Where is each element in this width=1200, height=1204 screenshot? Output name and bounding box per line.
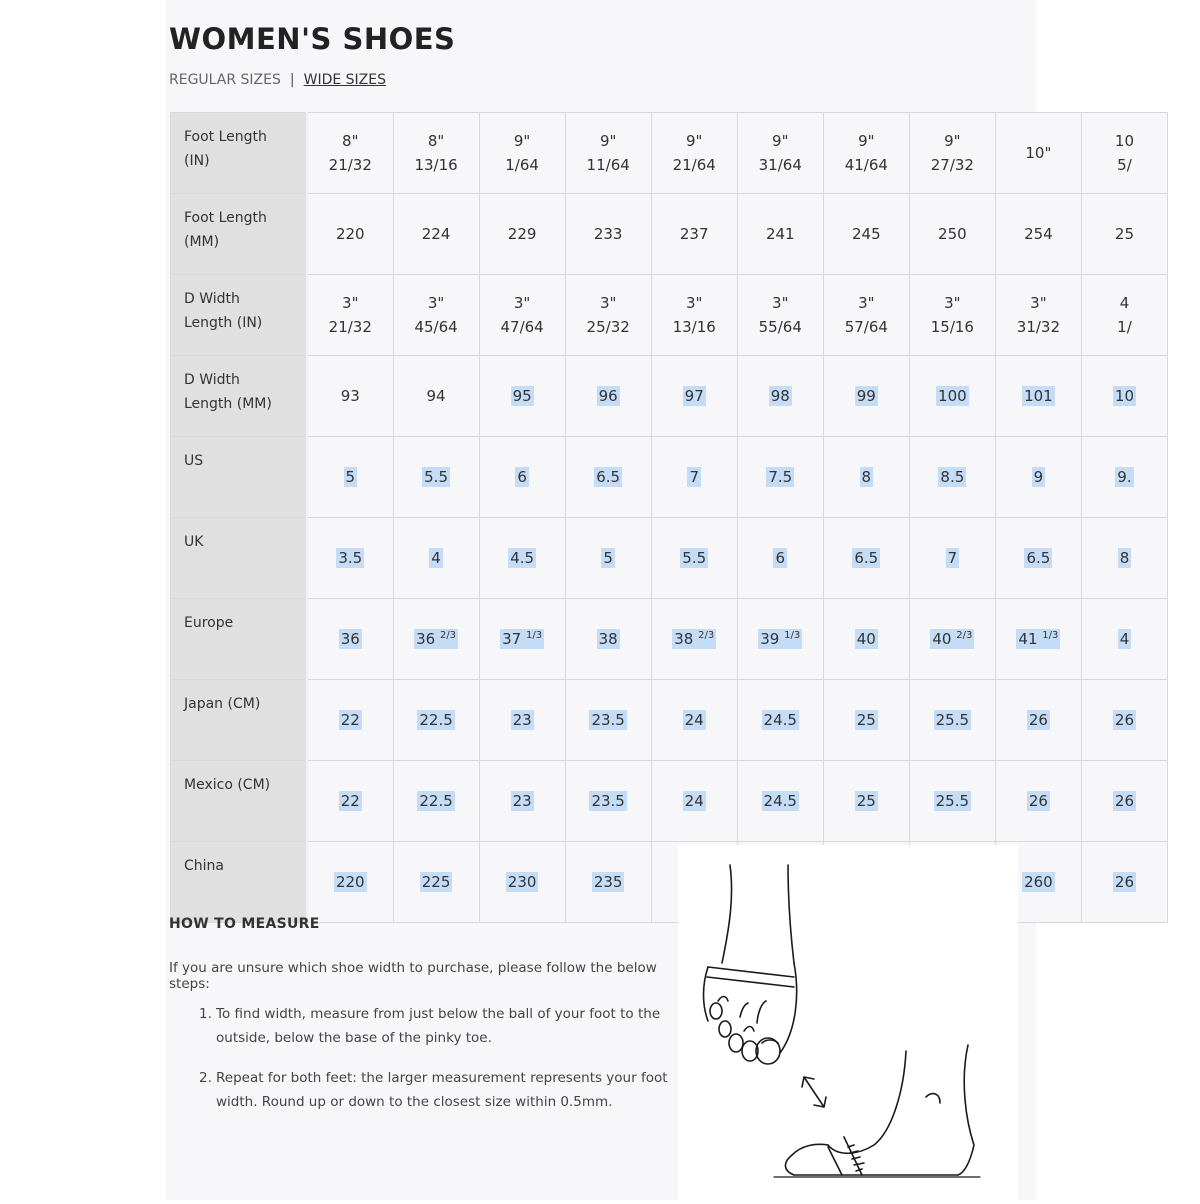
cell-value-whole: 41 [1018, 630, 1038, 648]
cell-value [824, 129, 909, 177]
cell-value: 96 [598, 387, 618, 405]
cell-value-whole: 38 [674, 630, 694, 648]
cell-value [738, 291, 823, 339]
table-row [171, 356, 1168, 437]
table-cell [479, 680, 565, 761]
cell-value: 25.5 [935, 792, 970, 810]
table-cell [737, 518, 823, 599]
table-cell [307, 194, 393, 275]
cell-value: 245 [851, 225, 881, 243]
cell-value: 6 [517, 468, 527, 486]
table-cell [1081, 275, 1167, 356]
table-cell [995, 599, 1081, 680]
table-cell [651, 437, 737, 518]
table-cell [479, 194, 565, 275]
row-label [171, 356, 308, 437]
cell-value-fraction: 2/3 [439, 630, 457, 641]
cell-value [1082, 291, 1167, 339]
row-label-line: UK [184, 534, 204, 550]
table-cell [479, 356, 565, 437]
cell-value: 24.5 [763, 792, 797, 810]
table-cell [1081, 599, 1167, 680]
table-cell [479, 113, 565, 194]
table-cell [737, 275, 823, 356]
table-cell [479, 518, 565, 599]
step-number: 1. [199, 1006, 212, 1022]
cell-value: 229 [507, 225, 537, 243]
table-cell [909, 113, 995, 194]
cell-value: 23.5 [591, 711, 625, 729]
cell-value: 22 [340, 711, 360, 729]
table-cell [393, 437, 479, 518]
cell-value [500, 629, 544, 649]
cell-value: 254 [1024, 225, 1053, 243]
table-cell [995, 113, 1081, 194]
table-cell [737, 680, 823, 761]
cell-value-line: 25/32 [586, 318, 630, 336]
cell-value-whole: 36 [340, 630, 360, 648]
cell-value-line: 10 [1114, 132, 1134, 150]
step-text: To find width, measure from just below the ball of your foot to the outside, below the base of the pinky toe. [216, 1006, 661, 1046]
cell-value: 237 [679, 225, 709, 243]
cell-value-line: 3" [342, 294, 359, 312]
row-label-line: Foot Length [184, 129, 267, 145]
cell-value-line: 31/32 [1016, 318, 1061, 336]
cell-value: 94 [426, 387, 446, 405]
table-cell [565, 518, 651, 599]
table-row [171, 194, 1168, 275]
cell-value-whole: 37 [502, 630, 522, 648]
cell-value [672, 629, 716, 649]
table-row [171, 275, 1168, 356]
table-cell [823, 437, 909, 518]
table-cell [737, 437, 823, 518]
table-cell [307, 437, 393, 518]
cell-value: 22.5 [419, 792, 453, 810]
cell-value: 224 [421, 225, 451, 243]
cell-value-line: 3" [685, 294, 703, 312]
cell-value-line: 8" [342, 132, 359, 150]
cell-value: 230 [507, 873, 537, 891]
cell-value [930, 629, 974, 649]
row-label [171, 275, 308, 356]
row-label-line: Mexico (CM) [184, 777, 271, 793]
cell-value [996, 141, 1081, 165]
cell-value: 23 [512, 711, 532, 729]
cell-value [855, 629, 878, 649]
cell-value: 23.5 [591, 792, 625, 810]
cell-value: 4 [431, 549, 441, 567]
cell-value-line: 3" [513, 294, 531, 312]
table-cell [651, 599, 737, 680]
cell-value: 6.5 [596, 468, 621, 486]
cell-value-line: 3" [858, 294, 875, 312]
table-cell [1081, 842, 1167, 923]
cell-value-line: 3" [772, 294, 789, 312]
cell-value: 8 [1119, 549, 1130, 567]
table-cell [651, 275, 737, 356]
table-cell [307, 761, 393, 842]
row-label [171, 437, 308, 518]
how-to-measure-intro: If you are unsure which shoe width to purchase, please follow the below steps: [169, 960, 657, 992]
table-cell [909, 761, 995, 842]
cell-value: 4.5 [510, 549, 535, 567]
cell-value [738, 129, 823, 177]
row-label-line: D Width [184, 291, 240, 307]
cell-value [480, 291, 565, 339]
table-cell [393, 275, 479, 356]
row-label-line: Length (IN) [184, 315, 263, 331]
cell-value-line: 9" [599, 132, 617, 150]
cell-value [308, 129, 393, 177]
step-text: Repeat for both feet: the larger measurement represents your foot width. Round up or down to the closest size within 0.5mm. [216, 1070, 668, 1110]
cell-value-whole: 4 [1119, 630, 1130, 648]
table-cell [737, 761, 823, 842]
cell-value [597, 629, 620, 649]
row-label [171, 599, 308, 680]
cell-value-whole: 40 [856, 630, 876, 648]
table-cell [565, 437, 651, 518]
row-label-line: D Width [184, 372, 240, 388]
cell-value: 233 [593, 225, 623, 243]
cell-value: 260 [1024, 873, 1053, 891]
cell-value: 95 [512, 387, 532, 405]
tab-wide-sizes[interactable]: WIDE SIZES [303, 72, 386, 88]
cell-value: 26 [1114, 792, 1134, 810]
cell-value: 5.5 [424, 468, 448, 486]
table-cell [1081, 680, 1167, 761]
cell-value: 5 [603, 549, 613, 567]
table-cell [393, 194, 479, 275]
table-cell [909, 599, 995, 680]
table-cell [393, 599, 479, 680]
table-cell [651, 761, 737, 842]
table-cell [1081, 113, 1167, 194]
cell-value: 5 [345, 468, 356, 486]
row-label-line: (MM) [184, 234, 220, 250]
cell-value: 97 [684, 387, 704, 405]
cell-value [1118, 629, 1132, 649]
cell-value: 93 [340, 387, 360, 405]
table-cell [479, 599, 565, 680]
step-item [199, 1066, 674, 1114]
table-cell [565, 599, 651, 680]
table-cell [823, 194, 909, 275]
row-label-line: Europe [184, 615, 234, 631]
cell-value [652, 129, 737, 177]
row-label [171, 842, 308, 923]
cell-value: 25 [856, 792, 876, 810]
step-item [199, 1002, 674, 1050]
row-label-line: Japan (CM) [184, 696, 261, 712]
table-cell [393, 842, 479, 923]
row-label-line: China [184, 858, 224, 874]
cell-value: 7 [689, 468, 699, 486]
cell-value-whole: 36 [416, 630, 436, 648]
cell-value-line: 8" [427, 132, 445, 150]
table-cell [479, 761, 565, 842]
cell-value: 99 [856, 387, 876, 405]
table-cell [995, 275, 1081, 356]
row-label [171, 194, 308, 275]
page-title: WOMEN'S SHOES [169, 22, 456, 56]
table-cell [651, 680, 737, 761]
cell-value-fraction: 1/3 [784, 630, 801, 641]
cell-value-whole: 38 [598, 630, 618, 648]
row-label [171, 761, 308, 842]
cell-value-line: 4 [1119, 294, 1130, 312]
table-cell [823, 518, 909, 599]
cell-value [339, 629, 362, 649]
cell-value-line: 31/64 [758, 156, 802, 174]
cell-value-line: 21/64 [672, 156, 716, 174]
cell-value-line: 11/64 [586, 156, 630, 174]
table-cell [565, 275, 651, 356]
table-row [171, 518, 1168, 599]
cell-value-line: 9" [858, 132, 875, 150]
cell-value: 9 [1033, 468, 1044, 486]
table-cell [307, 842, 393, 923]
row-label [171, 680, 308, 761]
cell-value: 100 [938, 387, 967, 405]
size-table [170, 112, 1168, 923]
table-cell [565, 113, 651, 194]
cell-value [394, 291, 479, 339]
cell-value [652, 291, 737, 339]
table-cell [1081, 761, 1167, 842]
cell-value-line: 3" [1030, 294, 1047, 312]
table-cell [823, 599, 909, 680]
table-cell [909, 194, 995, 275]
cell-value-line: 9" [944, 132, 961, 150]
table-cell [393, 518, 479, 599]
cell-value-line: 45/64 [414, 318, 458, 336]
cell-value: 24.5 [763, 711, 797, 729]
cell-value: 26 [1028, 711, 1048, 729]
table-cell [995, 761, 1081, 842]
table-cell [651, 518, 737, 599]
cell-value: 22.5 [419, 711, 453, 729]
cell-value-whole: 40 [932, 630, 952, 648]
cell-value: 220 [335, 225, 365, 243]
table-cell [995, 356, 1081, 437]
cell-value: 24 [684, 711, 704, 729]
cell-value: 9. [1117, 468, 1132, 486]
table-row [171, 680, 1168, 761]
table-cell [651, 194, 737, 275]
table-cell [307, 518, 393, 599]
how-to-measure-title: HOW TO MEASURE [169, 916, 320, 932]
cell-value: 25 [1114, 225, 1134, 243]
cell-value: 225 [421, 873, 451, 891]
table-cell [479, 437, 565, 518]
cell-value: 7 [947, 549, 958, 567]
table-cell [393, 680, 479, 761]
table-cell [1081, 356, 1167, 437]
table-cell [565, 842, 651, 923]
cell-value: 25 [856, 711, 876, 729]
cell-value: 26 [1114, 873, 1134, 891]
cell-value-line: 10" [1025, 144, 1052, 162]
cell-value [414, 629, 458, 649]
cell-value-whole: 39 [760, 630, 780, 648]
cell-value [996, 291, 1081, 339]
cell-value-line: 3" [599, 294, 617, 312]
table-row [171, 599, 1168, 680]
tab-regular-sizes[interactable]: REGULAR SIZES [169, 72, 281, 88]
table-cell [307, 680, 393, 761]
cell-value: 241 [765, 225, 795, 243]
table-cell [823, 761, 909, 842]
table-cell [393, 761, 479, 842]
cell-value-fraction: 2/3 [698, 630, 715, 641]
cell-value [566, 129, 651, 177]
cell-value-line: 21/32 [328, 318, 372, 336]
cell-value: 6 [775, 549, 786, 567]
cell-value: 8 [861, 468, 872, 486]
size-tabs [169, 72, 386, 88]
table-row [171, 437, 1168, 518]
table-cell [909, 437, 995, 518]
cell-value [308, 291, 393, 339]
cell-value-line: 5/ [1117, 156, 1132, 174]
cell-value-line: 13/16 [414, 156, 458, 174]
table-cell [823, 113, 909, 194]
cell-value: 5.5 [682, 549, 707, 567]
table-cell [1081, 437, 1167, 518]
table-cell [737, 194, 823, 275]
cell-value [480, 129, 565, 177]
row-label-line: (IN) [184, 153, 210, 169]
table-cell [393, 113, 479, 194]
cell-value-line: 9" [513, 132, 531, 150]
table-cell [823, 275, 909, 356]
cell-value: 26 [1028, 792, 1048, 810]
step-number: 2. [199, 1070, 212, 1086]
cell-value-line: 41/64 [844, 156, 888, 174]
table-row [171, 113, 1168, 194]
cell-value-line: 1/64 [505, 156, 539, 174]
table-cell [995, 194, 1081, 275]
table-cell [565, 356, 651, 437]
how-to-measure-steps [199, 1002, 674, 1130]
cell-value: 10 [1114, 387, 1134, 405]
cell-value-line: 9" [772, 132, 789, 150]
table-cell [565, 680, 651, 761]
row-label-line: Length (MM) [184, 396, 272, 412]
cell-value: 235 [593, 873, 623, 891]
cell-value-line: 13/16 [672, 318, 716, 336]
cell-value: 24 [684, 792, 704, 810]
cell-value [394, 129, 479, 177]
cell-value: 3.5 [338, 549, 363, 567]
cell-value: 250 [938, 225, 967, 243]
table-cell [1081, 518, 1167, 599]
cell-value [758, 629, 802, 649]
table-cell [909, 275, 995, 356]
cell-value-fraction: 1/3 [526, 630, 543, 641]
table-cell [565, 761, 651, 842]
size-table-container[interactable] [170, 112, 1134, 891]
cell-value [566, 291, 651, 339]
row-label-line: Foot Length [184, 210, 267, 226]
cell-value: 6.5 [854, 549, 879, 567]
table-cell [307, 275, 393, 356]
cell-value-line: 47/64 [500, 318, 544, 336]
table-cell [565, 194, 651, 275]
cell-value-fraction: 1/3 [1042, 630, 1059, 641]
cell-value-line: 57/64 [844, 318, 888, 336]
cell-value [824, 291, 909, 339]
cell-value: 7.5 [768, 468, 793, 486]
table-cell [909, 680, 995, 761]
cell-value [910, 291, 995, 339]
cell-value-line: 3" [427, 294, 445, 312]
cell-value: 220 [335, 873, 365, 891]
table-cell [307, 599, 393, 680]
tab-separator: | [289, 72, 295, 88]
row-label-line: US [184, 453, 204, 469]
cell-value [1016, 629, 1060, 649]
table-cell [995, 437, 1081, 518]
table-row [171, 761, 1168, 842]
cell-value-line: 9" [685, 132, 703, 150]
cell-value: 98 [770, 387, 790, 405]
cell-value-line: 1/ [1117, 318, 1132, 336]
cell-value: 6.5 [1026, 549, 1051, 567]
table-cell [995, 518, 1081, 599]
table-cell [651, 113, 737, 194]
table-cell [479, 275, 565, 356]
cell-value-line: 15/16 [930, 318, 974, 336]
table-cell [823, 680, 909, 761]
cell-value: 101 [1024, 387, 1053, 405]
cell-value: 25.5 [935, 711, 970, 729]
foot-measure-icon [678, 845, 1018, 1200]
table-cell [737, 599, 823, 680]
table-cell [393, 356, 479, 437]
foot-measure-illustration [678, 845, 1018, 1200]
cell-value: 8.5 [940, 468, 965, 486]
row-label [171, 518, 308, 599]
cell-value [910, 129, 995, 177]
cell-value: 22 [340, 792, 360, 810]
table-cell [1081, 194, 1167, 275]
table-cell [307, 356, 393, 437]
cell-value [1082, 129, 1167, 177]
cell-value-fraction: 2/3 [956, 630, 973, 641]
cell-value-line: 27/32 [930, 156, 974, 174]
table-cell [479, 842, 565, 923]
table-cell [737, 356, 823, 437]
row-label [171, 113, 308, 194]
cell-value: 23 [512, 792, 532, 810]
table-cell [823, 356, 909, 437]
cell-value-line: 55/64 [758, 318, 802, 336]
cell-value-line: 3" [944, 294, 961, 312]
table-cell [737, 113, 823, 194]
table-cell [909, 356, 995, 437]
table-cell [307, 113, 393, 194]
table-cell [909, 518, 995, 599]
table-cell [995, 680, 1081, 761]
cell-value: 26 [1114, 711, 1134, 729]
table-cell [651, 356, 737, 437]
cell-value-line: 21/32 [328, 156, 372, 174]
